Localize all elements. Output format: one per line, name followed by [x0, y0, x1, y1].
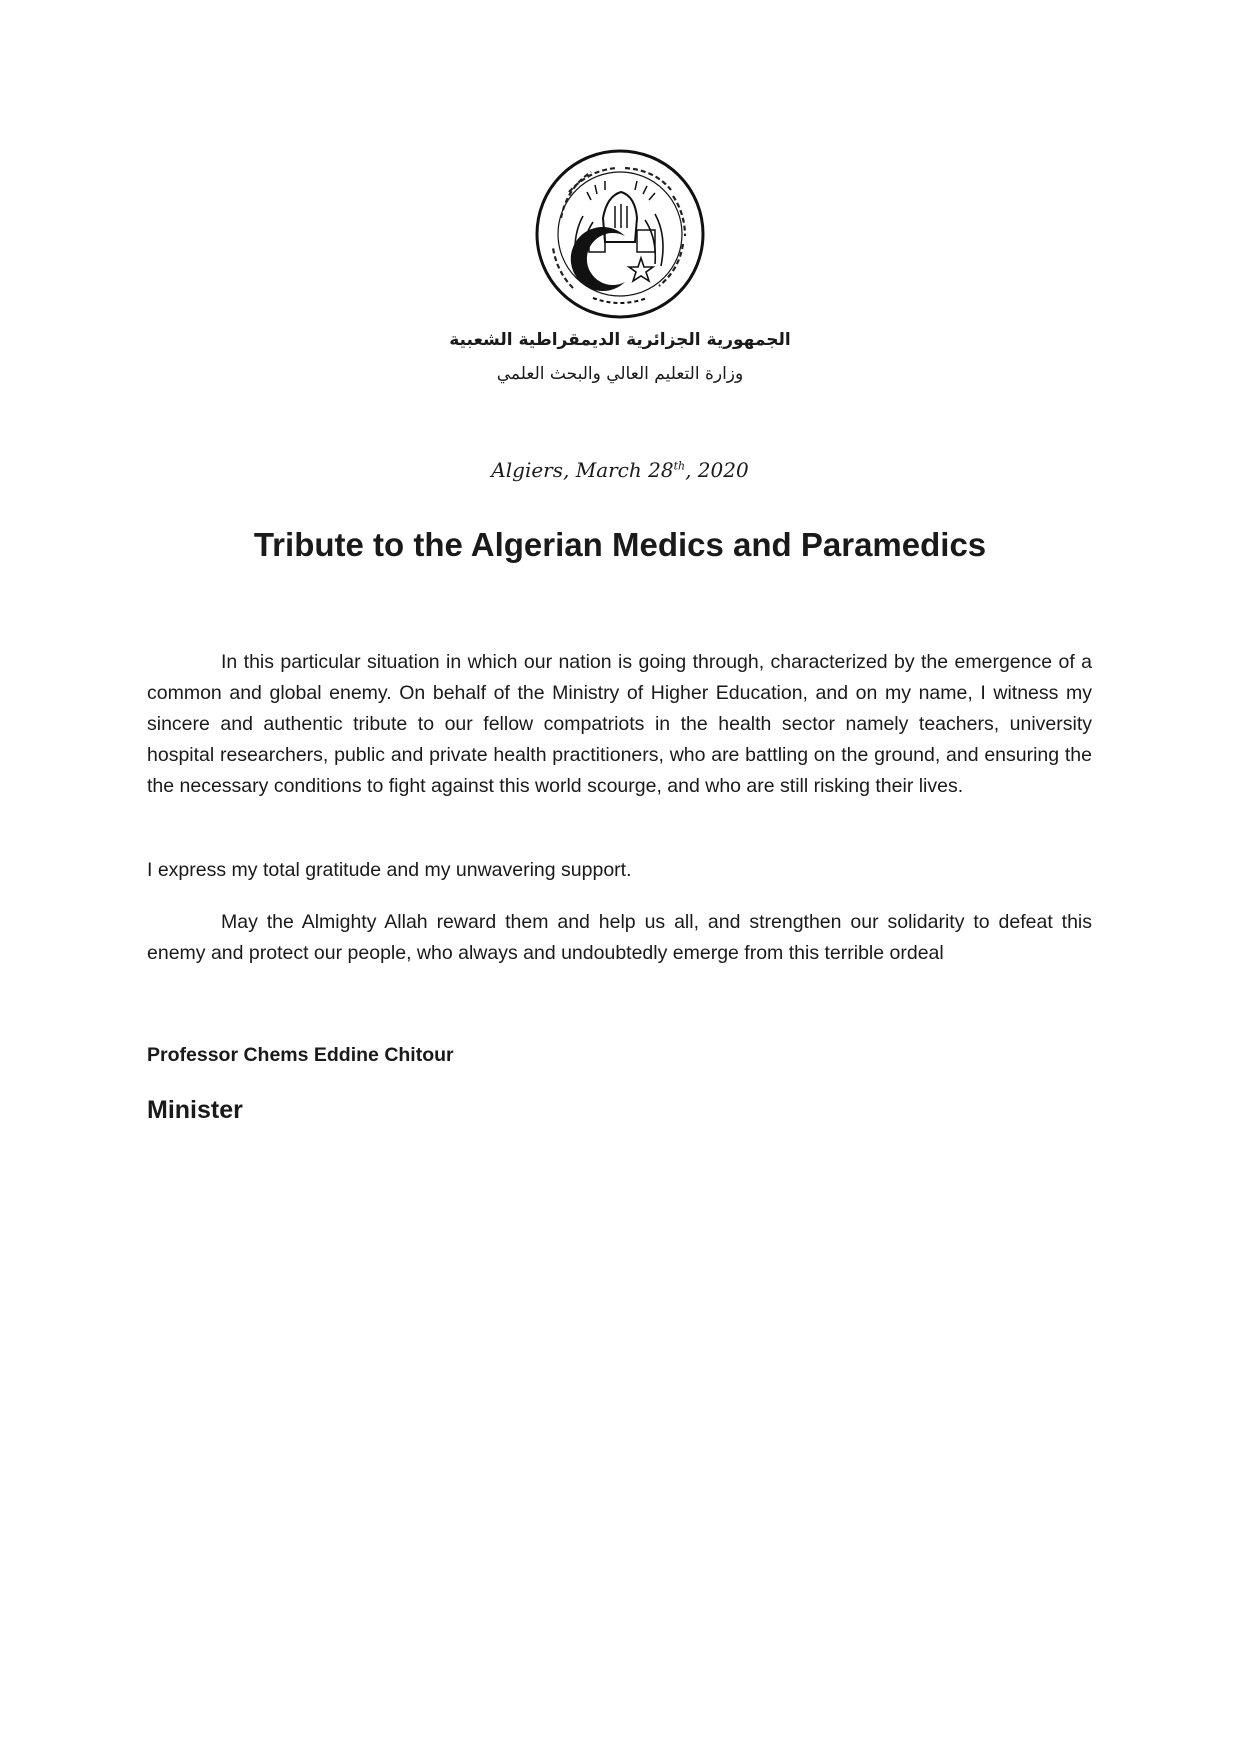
algerian-state-emblem-icon: [533, 148, 707, 320]
republic-name-arabic: الجمهورية الجزائرية الديمقراطية الشعبية: [449, 330, 791, 350]
signatory-role: Minister: [147, 1096, 243, 1124]
date-prefix: Algiers, March 28: [491, 458, 674, 482]
body-paragraph-2: I express my total gratitude and my unwavering support.: [147, 859, 632, 881]
state-emblem-seal: [533, 148, 707, 320]
letter-title: Tribute to the Algerian Medics and Paramedics: [253, 526, 987, 563]
body-paragraph-1: In this particular situation in which our nation is going through, characterized by the emergence of a common and global enemy. On behalf of the Ministry of Higher Education, and on my name, I witness my sincere and authentic tribute to our fellow compatriots in the health sector namely teachers, university hospital researchers, public and private health practitioners, who are battling on the ground, and ensuring the the necessary conditions to fight against this world scourge, and who are still risking their lives.: [147, 651, 1092, 797]
date-ordinal: th: [673, 459, 686, 473]
ministry-name-arabic: وزارة التعليم العالي والبحث العلمي: [496, 364, 744, 384]
body-paragraph-3: May the Almighty Allah reward them and help us all, and strengthen our solidarity to defeat this enemy and protect our people, who always and undoubtedly emerge from this terrible ordeal: [147, 911, 1092, 964]
letter-date: [420, 458, 820, 482]
date-suffix: , 2020: [685, 458, 749, 482]
signatory-name: Professor Chems Eddine Chitour: [147, 1044, 454, 1066]
